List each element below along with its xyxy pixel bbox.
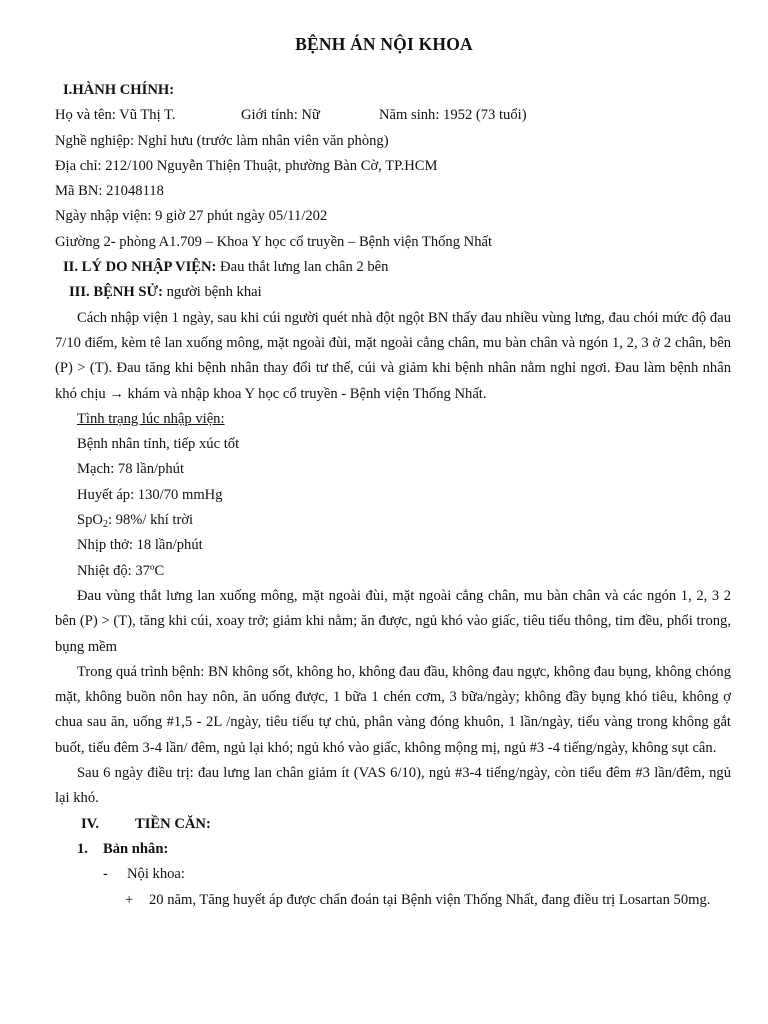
- dash-marker: -: [103, 866, 108, 883]
- patient-info-row: [55, 103, 731, 128]
- patient-occupation: Nghề nghiệp: Nghỉ hưu (trước làm nhân viên văn phòng): [55, 132, 389, 149]
- history-paragraph-1: Cách nhập viện 1 ngày, sau khi cúi người quét nhà đột ngột BN thấy đau nhiều vùng lưng, đau chói mức độ đau 7/10 điểm, kèm tê lan xuống mông, mặt ngoài đùi, mặt ngoài cẳng chân, mu bàn chân và ngón 1, 2, 3 ở 2 chân, bên (P) > (T). Đau tăng khi bệnh nhân thay đổi tư thế, cúi và giảm khi bệnh nhân nằm nghỉ ngơi. Đau làm bệnh nhân khó chịu → khám và nhập khoa Y học cổ truyền - Bệnh viện Thống Nhất.: [55, 309, 731, 402]
- list-item-hypertension: [55, 888, 731, 913]
- admission-status-heading: Tình trạng lúc nhập viện:: [77, 410, 225, 427]
- document-body: [55, 78, 731, 913]
- history-paragraph-2: Đau vùng thắt lưng lan xuống mông, mặt ngoài đùi, mặt ngoài cẳng chân, mu bàn chân và các ngón 1, 2, 3 2 bên (P) > (T), tăng khi cúi, xoay trở; giảm khi nằm; ăn được, ngủ khó vào giấc, tiêu tiểu thông, tim đều, phổi trong, bụng mềm: [55, 587, 731, 655]
- patient-gender: Giới tính: Nữ: [241, 107, 320, 124]
- vital-temperature: Nhiệt độ: 37ºC: [77, 562, 165, 579]
- document-title: BỆNH ÁN NỘI KHOA: [295, 34, 473, 54]
- patient-address: Địa chỉ: 212/100 Nguyễn Thiện Thuật, phường Bàn Cờ, TP.HCM: [55, 157, 438, 174]
- admission-status-heading-row: [55, 407, 731, 432]
- vital-spo2: [55, 508, 731, 533]
- history-source: người bệnh khai: [162, 284, 262, 301]
- section-heading-tien-can: [55, 812, 731, 837]
- list-item-text: 20 năm, Tăng huyết áp được chẩn đoán tại Bệnh viện Thống Nhất, đang điều trị Losartan 50mg.: [149, 891, 711, 908]
- history-paragraph-3: Trong quá trình bệnh: BN không sốt, không ho, không đau đầu, không đau ngực, không đau bụng, không chóng mặt, không buồn nôn hay nôn, ăn uống được, 1 bữa 1 chén cơm, 3 bữa/ngày; không đầy bụng khó tiêu, không ợ chua sau ăn, uống #1,5 - 2L /ngày, tiêu tiểu tự chủ, phân vàng đóng khuôn, 1 lần/ngày, tiểu vàng trong không gắt buốt, tiểu đêm 3-4 lần/ đêm, ngủ lại khó; ngủ khó vào giấc, không mộng mị, ngủ #3 -4 tiếng/ngày, không sụt cân.: [55, 663, 731, 756]
- list-item-label: Nội khoa:: [127, 866, 185, 883]
- spo2-label: SpO: [77, 512, 103, 529]
- section-heading-ly-do: II. LÝ DO NHẬP VIỆN:: [63, 259, 217, 276]
- history-paragraph-4: Sau 6 ngày điều trị: đau lưng lan chân giảm ít (VAS 6/10), ngủ #3-4 tiếng/ngày, còn tiểu đêm #3 lần/đêm, ngủ lại khó.: [55, 765, 731, 807]
- patient-name: Họ và tên: Vũ Thị T.: [55, 107, 176, 124]
- admission-status: Bệnh nhân tỉnh, tiếp xúc tốt: [77, 436, 240, 453]
- reason-row: [55, 255, 731, 280]
- plus-marker: +: [125, 891, 134, 908]
- section-title: TIỀN CĂN:: [135, 815, 211, 832]
- vital-blood-pressure: Huyết áp: 130/70 mmHg: [77, 486, 223, 503]
- section-heading-hanh-chinh: I.HÀNH CHÍNH:: [63, 82, 175, 98]
- subsection-title: Bản nhân:: [103, 840, 169, 857]
- patient-id: Mã BN: 21048118: [55, 183, 164, 200]
- list-item-noi-khoa: [55, 862, 731, 887]
- patient-birth-year: Năm sinh: 1952 (73 tuổi): [379, 107, 527, 124]
- history-row: [55, 280, 731, 305]
- subsection-ban-than: [55, 837, 731, 862]
- section-heading-benh-su: III. BỆNH SỬ:: [69, 284, 163, 301]
- spo2-subscript: 2: [102, 519, 108, 531]
- bed-room-info: Giường 2- phòng A1.709 – Khoa Y học cổ truyền – Bệnh viện Thống Nhất: [55, 233, 493, 250]
- vital-respiratory-rate: Nhịp thở: 18 lần/phút: [77, 537, 203, 554]
- reason-text: Đau thắt lưng lan chân 2 bên: [216, 259, 389, 276]
- vital-pulse: Mạch: 78 lần/phút: [77, 461, 185, 478]
- admission-date: Ngày nhập viện: 9 giờ 27 phút ngày 05/11/202: [55, 208, 328, 225]
- subsection-number: 1.: [77, 840, 88, 857]
- section-number: IV.: [81, 815, 99, 832]
- spo2-value: : 98%/ khí trời: [107, 512, 194, 529]
